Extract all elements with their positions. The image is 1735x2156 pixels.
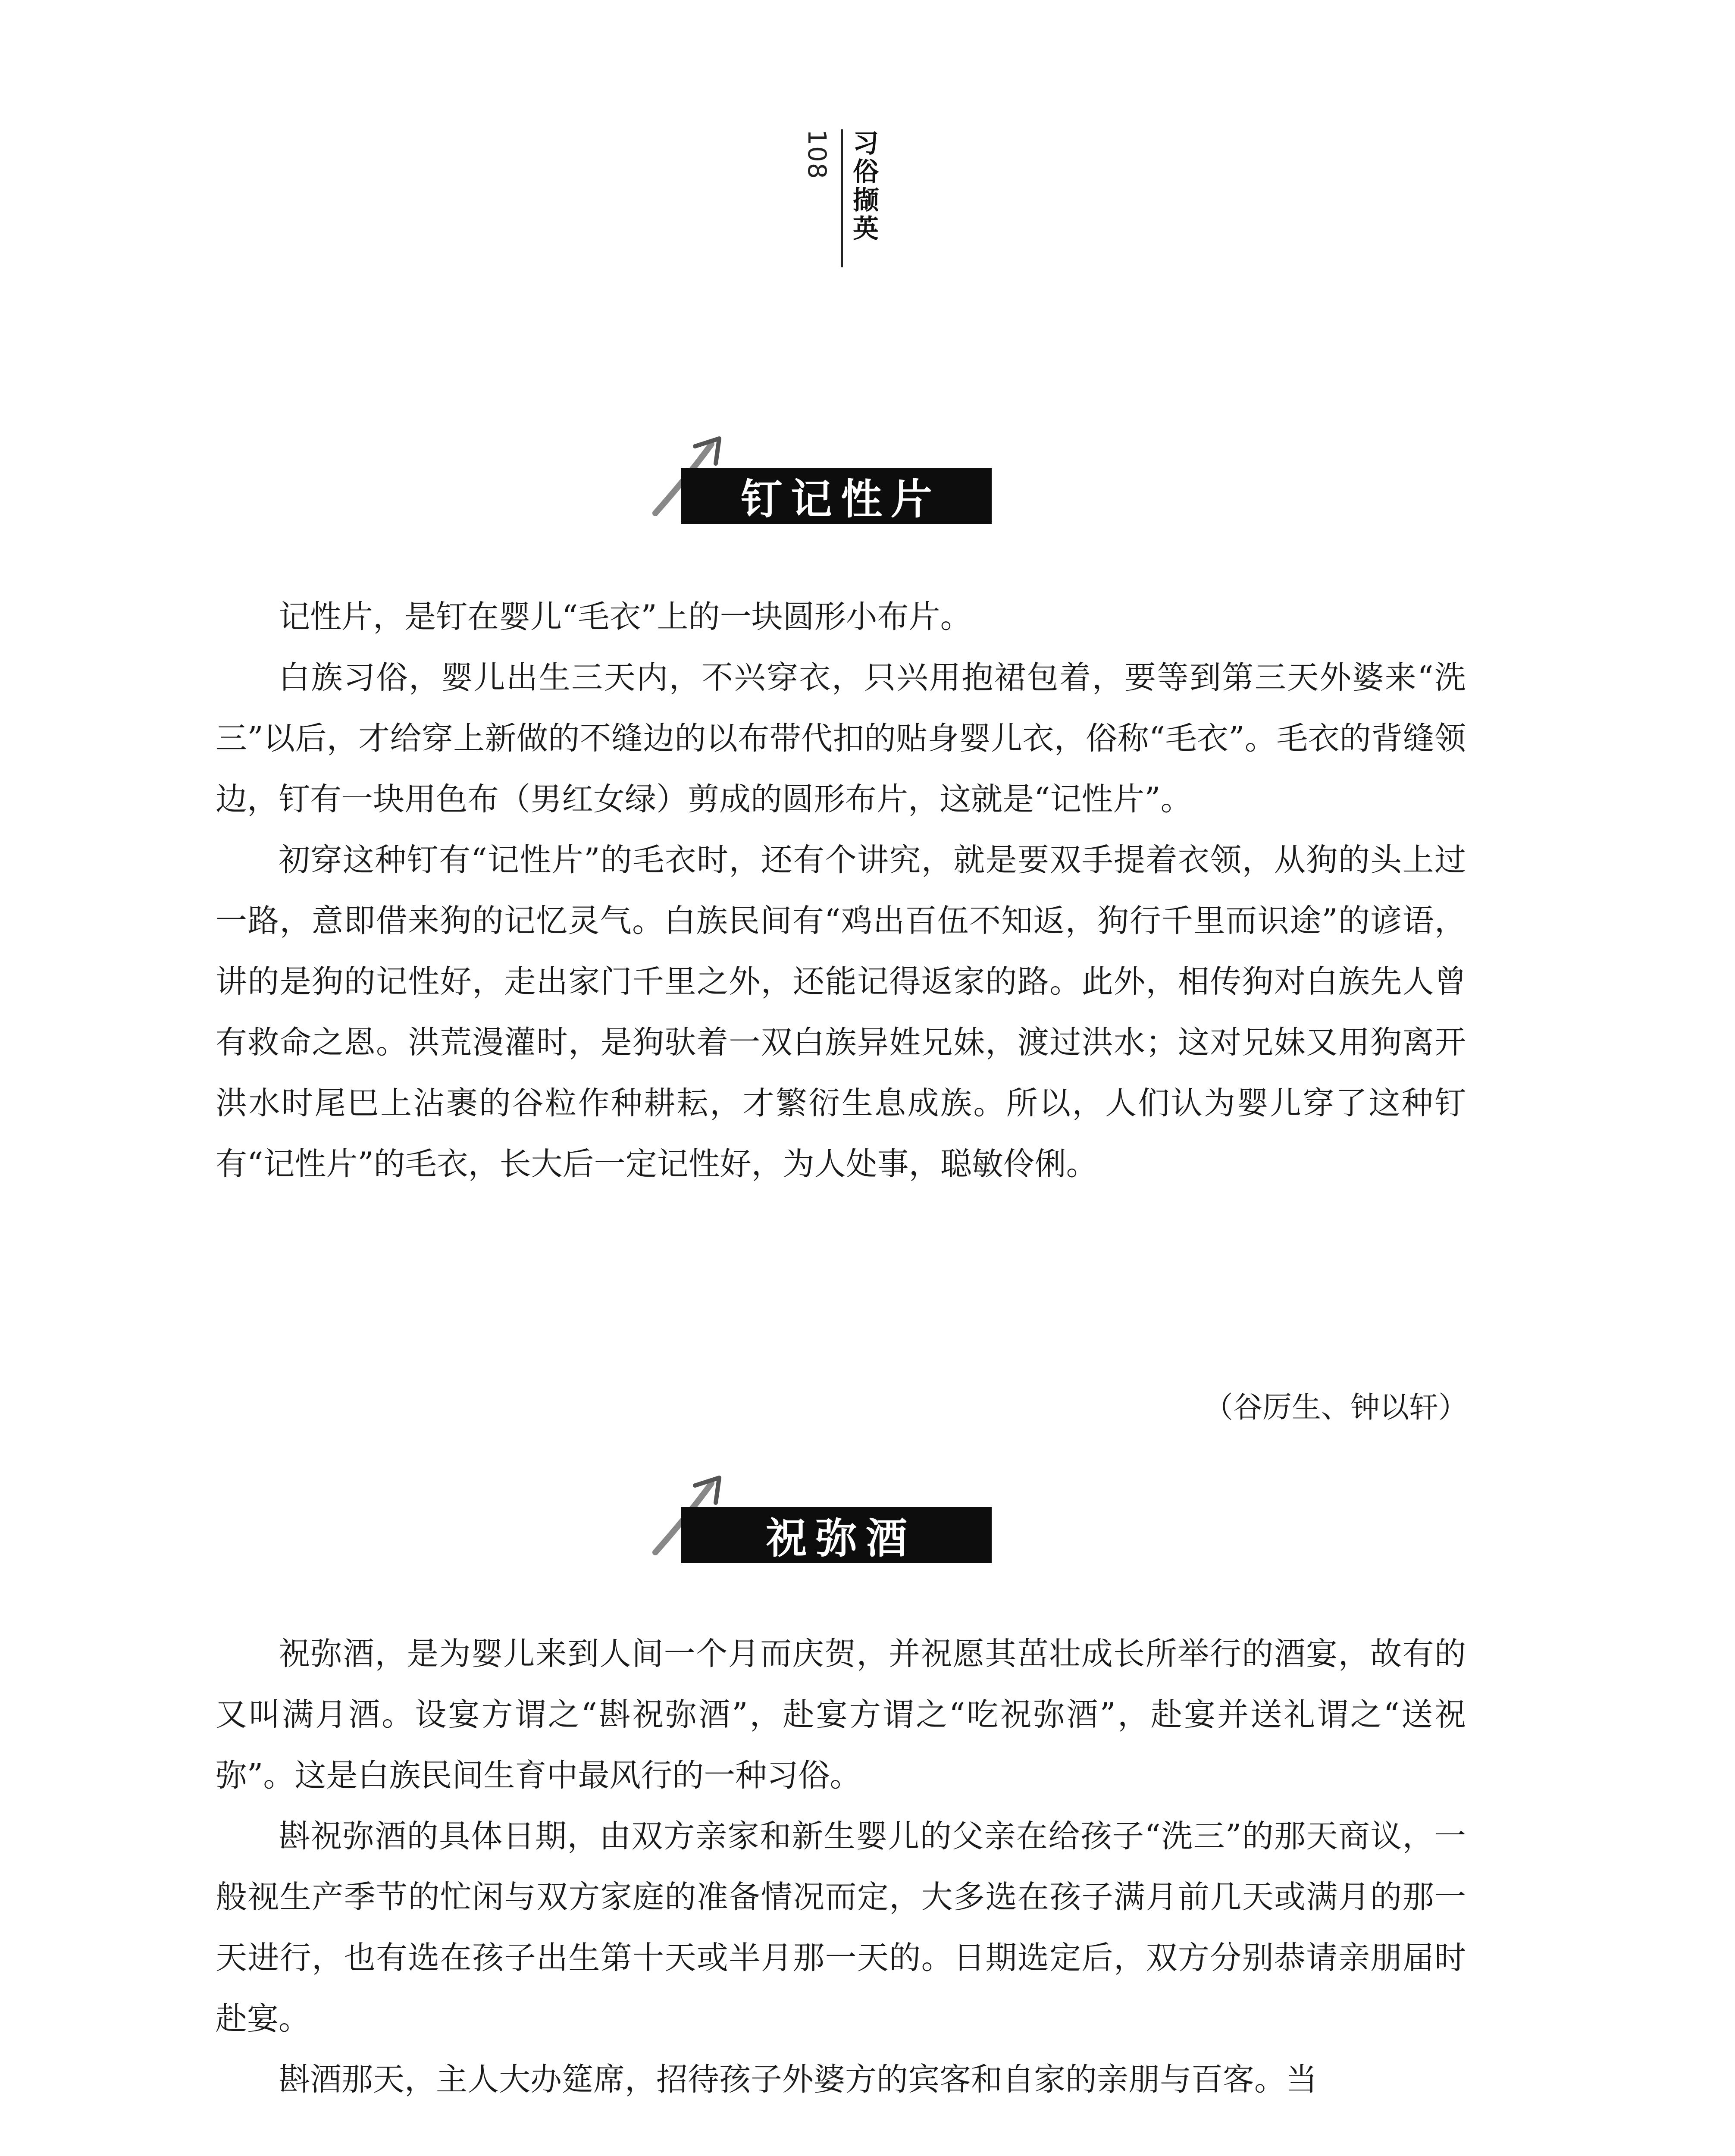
heading-title-1: 钉记性片 [741, 474, 941, 523]
heading-title-2: 祝弥酒 [766, 1514, 916, 1563]
paragraph: 斟酒那天，主人大办筵席，招待孩子外婆方的宾客和自家的亲朋与百客。当 [279, 2061, 1317, 2098]
paragraph: 记性片，是钉在婴儿“毛衣”上的一块圆形小布片。 [279, 599, 972, 635]
paragraph: 初穿这种钉有“记性片”的毛衣时，还有个讲究，就是要双手提着衣领，从狗的头上过一路，意即借来狗的记忆灵气。白族民间有“鸡出百伍不知返，狗行千里而识途”的谚语，讲的是狗的记性好，走出家门千里之外，还能记得返家的路。此外，相传狗对白族先人曾有救命之恩。洪荒漫灌时，是狗驮着一双白族异姓兄妹，渡过洪水；这对兄妹又用狗离开洪水时尾巴上沾裹的谷粒作种耕耘，才繁衍生息成族。所以，人们认为婴儿穿了这种钉有“记性片”的毛衣，长大后一定记性好，为人处事，聪敏伶俐。 [216, 842, 1466, 1182]
attribution: （谷厉生、钟以轩） [1203, 1391, 1468, 1425]
section-body-1 [216, 586, 1466, 1194]
book-title: 习俗撷英 [849, 129, 879, 243]
section-heading-1 [647, 464, 992, 524]
section-body-2 [216, 1623, 1466, 2110]
running-head-rule [841, 129, 843, 267]
running-head [804, 129, 877, 272]
page-number: 108 [802, 129, 832, 180]
heading-box-1 [681, 468, 992, 524]
paragraph: 白族习俗，婴儿出生三天内，不兴穿衣，只兴用抱裙包着，要等到第三天外婆来“洗三”以后，才给穿上新做的不缝边的以布带代扣的贴身婴儿衣，俗称“毛衣”。毛衣的背缝领边，钉有一块用色布（男红女绿）剪成的圆形布片，这就是“记性片”。 [216, 659, 1466, 818]
heading-box-2 [681, 1507, 992, 1563]
paragraph: 祝弥酒，是为婴儿来到人间一个月而庆贺，并祝愿其茁壮成长所举行的酒宴，故有的又叫满月酒。设宴方谓之“斟祝弥酒”，赴宴方谓之“吃祝弥酒”，赴宴并送礼谓之“送祝弥”。这是白族民间生育中最风行的一种习俗。 [216, 1636, 1466, 1794]
paragraph: 斟祝弥酒的具体日期，由双方亲家和新生婴儿的父亲在给孩子“洗三”的那天商议，一般视生产季节的忙闲与双方家庭的准备情况而定，大多选在孩子满月前几天或满月的那一天进行，也有选在孩子出生第十天或半月那一天的。日期选定后，双方分别恭请亲朋届时赴宴。 [216, 1818, 1466, 2037]
section-heading-2 [647, 1503, 992, 1563]
